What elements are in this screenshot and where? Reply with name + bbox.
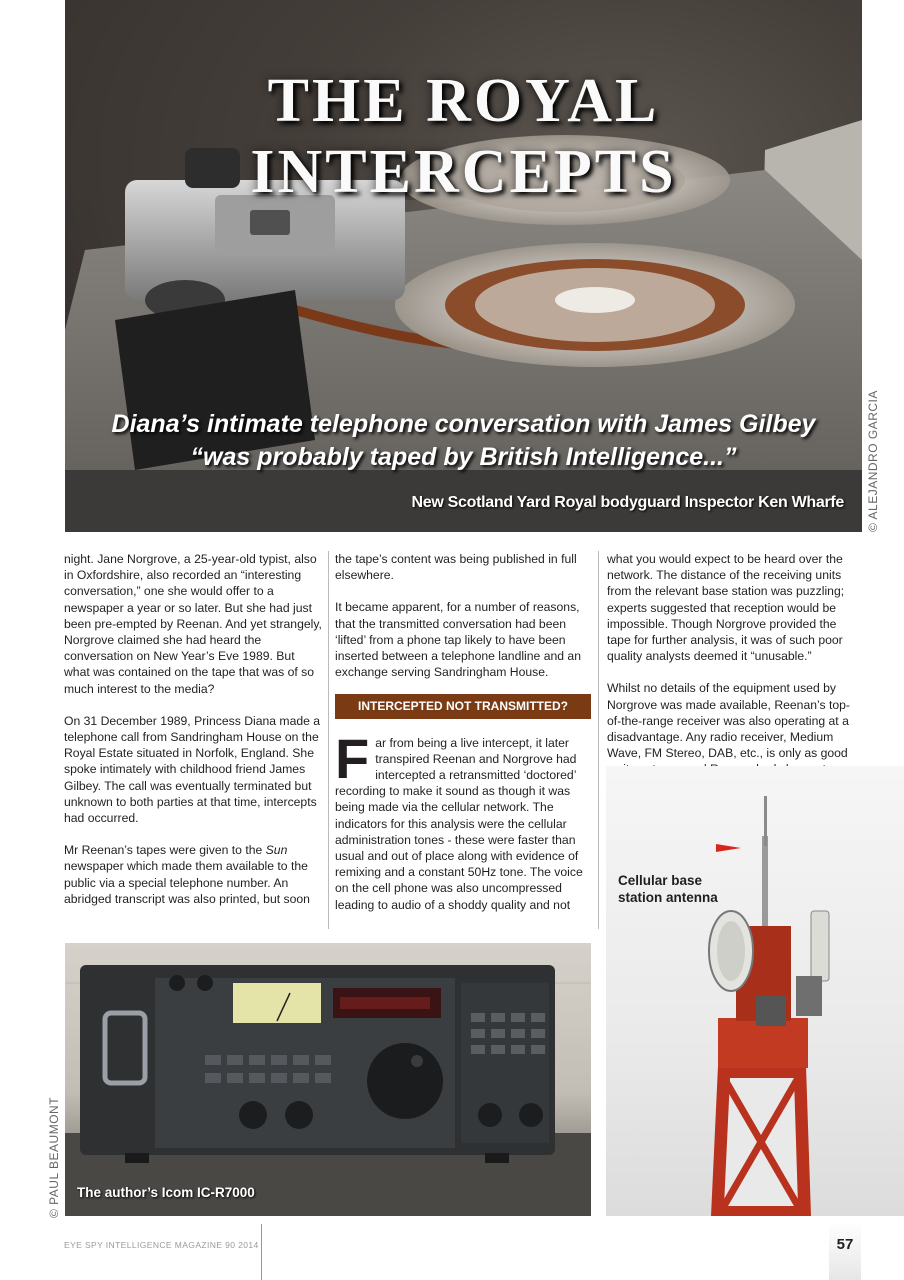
paragraph: On 31 December 1989, Princess Diana made a telephone call from Sandringham House on the Royal Estate situated in Norfolk, England. She spoke intimately with childhood friend James Gilbey. The call was eventually terminated but unknown to both parties at that time, intercepts had occurred. [64, 713, 321, 826]
paragraph: what you would expect to be heard over the network. The distance of the receiving units from the relevant base station was puzzling; experts suggested that reception would be impossible. Though Norgrove provided the tape for further analysis, it was of such poor quality analysts deemed it “unusable.” [607, 552, 845, 664]
hero-photo [65, 0, 862, 532]
newspaper-name: Sun [265, 843, 288, 858]
paragraph: night. Jane Norgrove, a 25-year-old typist, also in Oxfordshire, also recorded an “interesting conversation,” one she would offer to a newspaper a year or so later. But she had just been pre-empted by Reenan. And yet strangely, Norgrove claimed she had heard the conversation on New Year’s Eve 1989. But what was contained on the tape that was of so much interest to the media? [64, 552, 322, 696]
quote-attribution: New Scotland Yard Royal bodyguard Inspector Ken Wharfe [411, 494, 844, 511]
antenna-label [618, 872, 718, 906]
drop-cap: F [335, 726, 370, 790]
footer-divider [261, 1224, 262, 1280]
icom-receiver-illustration [65, 943, 591, 1216]
page-number: 57 [836, 1236, 854, 1253]
pull-quote-line-2: “was probably taped by British Intelligence...” [190, 443, 737, 471]
paragraph: the tape’s content was being published in full elsewhere. [335, 552, 577, 583]
pull-quote-line-1: Diana’s intimate telephone conversation with James Gilbey [111, 410, 816, 438]
column-divider [328, 551, 329, 929]
cell-tower-illustration [606, 766, 904, 1216]
magazine-footer: EYE SPY INTELLIGENCE MAGAZINE 90 2014 [64, 1240, 259, 1250]
receiver-photo [65, 943, 591, 1216]
paragraph: It became apparent, for a number of reasons, that the transmitted conversation had been ‘lifted’ from a phone tap likely to have been inserted between a telephone landline and an exchange serving Sandringham House. [335, 600, 581, 680]
paragraph [64, 842, 322, 907]
text-run: Mr Reenan’s tapes were given to the [64, 843, 266, 858]
hero-photo-credit: © ALEJANDRO GARCIA [866, 390, 880, 532]
subheading: INTERCEPTED NOT TRANSMITTED? [335, 694, 591, 718]
pull-quote [65, 408, 862, 474]
antenna-photo [606, 766, 904, 1216]
receiver-photo-credit: © PAUL BEAUMONT [47, 1096, 61, 1218]
paragraph: Whilst no details of the equipment used by Norgrove was made available, Reenan’s top-of-the-range receiver was also operating at a disadvantage. Any radio receiver, Medium Wave, FM Stereo, DAB, etc., is only as good [607, 681, 850, 761]
text-run: newspaper which made them available to the public via a special telephone number. An abridged transcript was also printed, but soon [64, 859, 310, 906]
article-column-2 [335, 551, 591, 929]
article-title: THE ROYAL INTERCEPTS [250, 67, 677, 206]
antenna-label-line-2: station antenna [618, 890, 718, 905]
receiver-caption: The author’s Icom IC-R7000 [77, 1185, 255, 1200]
text-run: ar from being a live intercept, it later transpired Reenan and Norgrove had intercepted a retransmitted ‘doctored’ recording to make it sound as though it was being made via the cellular network. The indicators for this analysis were the cellular administration tones - these were faster than usual and out of place along with evidence of remixing and a constant 50Hz tone. The voice on the cell phone was also uncompressed leading to audio of a shoddy quality and not [335, 735, 583, 912]
article-column-1 [64, 551, 322, 923]
paragraph [335, 726, 591, 913]
column-divider [598, 551, 599, 929]
antenna-label-line-1: Cellular base [618, 873, 703, 888]
